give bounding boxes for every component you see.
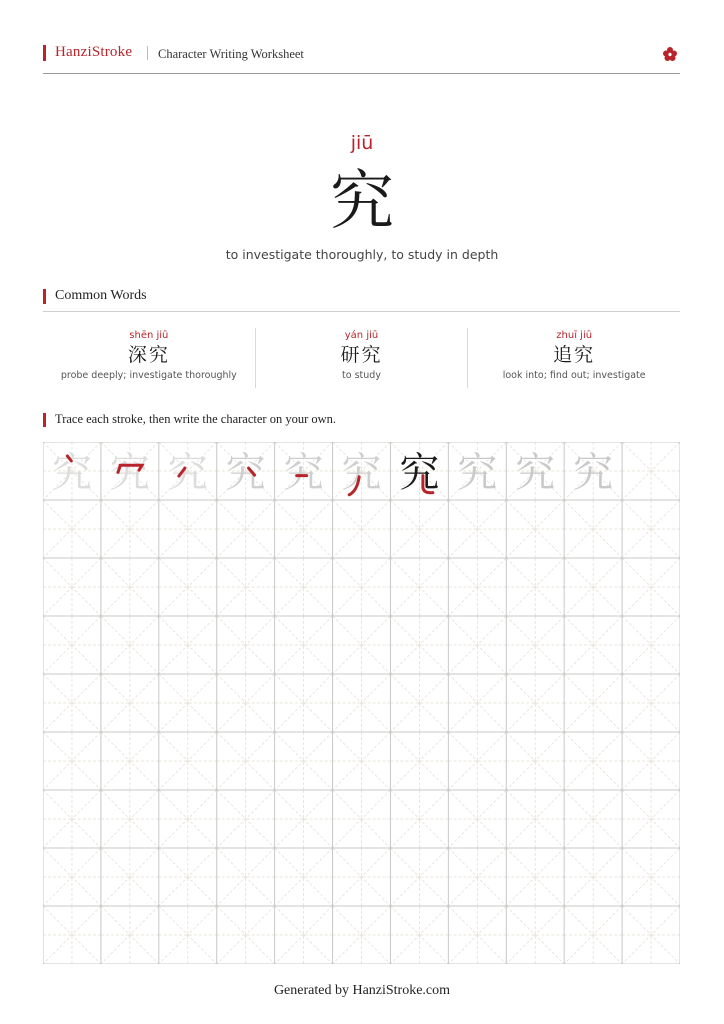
trace-character: 究 (341, 450, 382, 496)
trace-character: 究 (399, 450, 440, 496)
word-item (256, 328, 469, 388)
character-pinyin: jiū (350, 132, 374, 154)
word-pinyin: zhuī jiū (556, 330, 593, 341)
plum-blossom-icon (662, 46, 678, 62)
word-definition: probe deeply; investigate thoroughly (60, 370, 237, 381)
word-pinyin: shēn jiū (129, 330, 169, 341)
trace-character: 究 (573, 450, 614, 496)
trace-character: 究 (515, 450, 556, 496)
word-definition: to study (342, 370, 381, 381)
word-item (468, 328, 680, 388)
brand-accent-bar (43, 45, 46, 61)
trace-character: 究 (109, 450, 150, 496)
word-item (43, 328, 256, 388)
word-pinyin: yán jiū (344, 330, 379, 341)
footer-credit: Generated by HanziStroke.com (273, 983, 451, 998)
header-separator (147, 46, 148, 60)
word-hanzi: 深究 (127, 344, 170, 366)
word-definition: look into; find out; investigate (502, 370, 646, 381)
worksheet-header (43, 43, 680, 74)
character-meaning: to investigate thoroughly, to study in depth (225, 247, 499, 262)
practice-instruction: Trace each stroke, then write the character on your own. (43, 412, 336, 427)
trace-character: 究 (457, 450, 498, 496)
worksheet-subtitle: Character Writing Worksheet (158, 47, 304, 61)
trace-character: 究 (51, 450, 92, 496)
common-words-title: Common Words (43, 288, 147, 304)
trace-character: 究 (283, 450, 324, 496)
common-words-list (43, 328, 680, 388)
word-hanzi: 研究 (340, 344, 383, 366)
word-hanzi: 追究 (553, 344, 596, 366)
trace-character: 究 (167, 450, 208, 496)
brand-name: HanziStroke (55, 44, 133, 60)
practice-grid (43, 442, 680, 964)
trace-character: 究 (225, 450, 266, 496)
main-character: 究 (330, 165, 394, 239)
section-divider (43, 311, 680, 312)
